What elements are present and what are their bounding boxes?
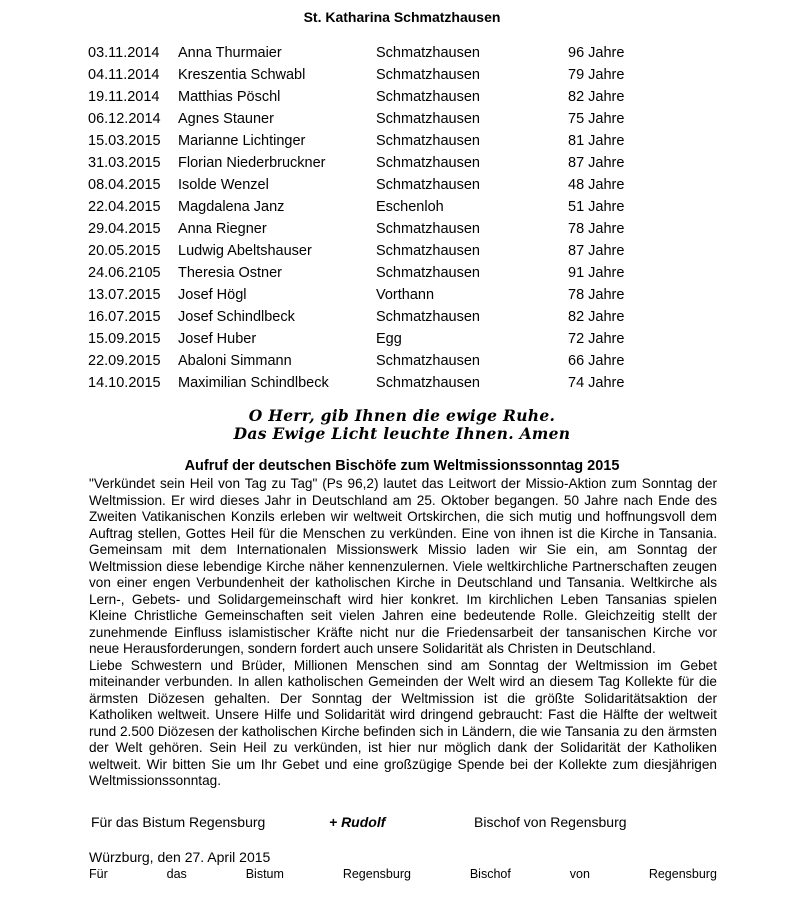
- entry-date: 03.11.2014: [88, 45, 160, 61]
- entry-date: 22.04.2015: [88, 199, 161, 215]
- document-title: St. Katharina Schmatzhausen: [303, 9, 501, 25]
- entry-age: 51 Jahre: [568, 199, 625, 215]
- list-item: [88, 154, 648, 176]
- signature-diocese: Für das Bistum Regensburg: [91, 814, 266, 830]
- footer-line: [89, 867, 717, 881]
- signature-title: Bischof von Regensburg: [474, 814, 627, 830]
- appeal-paragraph-1: "Verkündet sein Heil von Tag zu Tag" (Ps 96,2) lautet das Leitwort der Missio-Aktion zum Sonntag der Weltmission. Er wird dieses Jahr in Deutschland am 25. Oktober begangen. 50 Jahre nach Ende des Zweiten Vatikanischen Konzils erleben wir weltweit Ortskirchen, die sich mutig und hoffnungsvoll dem Auftrag stellen, Gottes Heil für die Menschen zu verkünden. Eine von ihnen ist die Kirche in Tansania. Gemeinsam mit dem Internationalen Missionswerk Missio laden wir Sie ein, am Sonntag der Weltmission diese lebendige Kirche näher kennenzulernen. Viele weltkirchliche Partnerschaften zeugen von einer engen Verbundenheit der katholischen Kirche in Deutschland und Tansania. Weltkirche als Lern-, Gebets- und Solidargemeinschaft wird hier konkret. Im kirchlichen Leben Tansanias spielen Kleine Christliche Gemeinschaften seit vielen Jahren eine bedeutende Rolle. Gleichzeitig stellt der zunehmende Einfluss islamistischer Kräfte nicht nur die Friedensarbeit der tansanischen Kirche vor neue Herausforderungen, sondern fordert auch unsere Solidarität als Christen in Deutschland.: [89, 476, 717, 656]
- entry-name: Ludwig Abeltshauser: [178, 243, 312, 259]
- footer-word: Für: [89, 867, 108, 881]
- entry-name: Isolde Wenzel: [178, 177, 269, 193]
- entry-place: Schmatzhausen: [376, 353, 480, 369]
- entry-age: 75 Jahre: [568, 111, 625, 127]
- entry-date: 15.09.2015: [88, 331, 161, 347]
- entry-date: 06.12.2014: [88, 111, 161, 127]
- entry-age: 81 Jahre: [568, 133, 625, 149]
- entry-date: 22.09.2015: [88, 353, 161, 369]
- list-item: [88, 264, 648, 286]
- entry-name: Matthias Pöschl: [178, 89, 281, 105]
- entry-age: 79 Jahre: [568, 67, 625, 83]
- entry-name: Anna Thurmaier: [178, 45, 282, 61]
- blessing-line-1: O Herr, gib Ihnen die ewige Ruhe.: [248, 406, 556, 425]
- footer-word: Bistum: [245, 867, 284, 881]
- entry-name: Florian Niederbruckner: [178, 155, 326, 171]
- entry-name: Josef Högl: [178, 287, 247, 303]
- entry-name: Josef Huber: [178, 331, 257, 347]
- entry-age: 82 Jahre: [568, 309, 625, 325]
- entry-date: 29.04.2015: [88, 221, 161, 237]
- entry-place: Schmatzhausen: [376, 67, 480, 83]
- blessing-line-2: Das Ewige Licht leuchte Ihnen. Amen: [233, 424, 571, 443]
- list-item: [88, 286, 648, 308]
- list-item: [88, 352, 648, 374]
- list-item: [88, 132, 648, 154]
- entry-place: Schmatzhausen: [376, 111, 480, 127]
- entry-name: Abaloni Simmann: [178, 353, 292, 369]
- entry-place: Schmatzhausen: [376, 177, 480, 193]
- list-item: [88, 374, 648, 396]
- list-item: [88, 110, 648, 132]
- entry-date: 24.06.2105: [88, 265, 161, 281]
- list-item: [88, 66, 648, 88]
- entry-age: 72 Jahre: [568, 331, 625, 347]
- appeal-paragraph-2: Liebe Schwestern und Brüder, Millionen Menschen sind am Sonntag der Weltmission im Gebet miteinander verbunden. In allen katholischen Gemeinden der Welt wird an diesem Tag Kollekte für die ärmsten Diözesen gehalten. Der Sonntag der Weltmission ist die größte Solidaritätsaktion der Katholiken weltweit. Unsere Hilfe und Solidarität wird dringend gebraucht: Fast die Hälfte der weltweit rund 2.500 Diözesen der katholischen Kirche befinden sich in Ländern, die wie Tansania zu den ärmsten der Welt gehören. Sein Heil zu verkünden, ist hier nur möglich dank der Solidarität der Katholiken weltweit. Wir bitten Sie um Ihr Gebet und eine großzügige Spende bei der Kollekte zum diesjährigen Weltmissionssonntag.: [89, 657, 717, 788]
- obituary-list: [88, 44, 648, 396]
- entry-place: Egg: [376, 331, 402, 347]
- place-date: Würzburg, den 27. April 2015: [89, 849, 271, 865]
- entry-age: 87 Jahre: [568, 243, 625, 259]
- footer-word: von: [569, 867, 590, 881]
- entry-date: 19.11.2014: [88, 89, 160, 105]
- entry-name: Maximilian Schindlbeck: [178, 375, 329, 391]
- entry-name: Magdalena Janz: [178, 199, 285, 215]
- entry-name: Marianne Lichtinger: [178, 133, 306, 149]
- entry-place: Schmatzhausen: [376, 155, 480, 171]
- list-item: [88, 176, 648, 198]
- entry-date: 08.04.2015: [88, 177, 161, 193]
- entry-age: 78 Jahre: [568, 287, 625, 303]
- entry-age: 78 Jahre: [568, 221, 625, 237]
- signature-line: [91, 814, 711, 832]
- entry-place: Schmatzhausen: [376, 265, 480, 281]
- footer-word: Bischof: [469, 867, 511, 881]
- entry-age: 82 Jahre: [568, 89, 625, 105]
- list-item: [88, 198, 648, 220]
- appeal-body: [89, 476, 717, 790]
- entry-name: Anna Riegner: [178, 221, 267, 237]
- entry-place: Vorthann: [376, 287, 435, 303]
- entry-date: 20.05.2015: [88, 243, 161, 259]
- entry-place: Schmatzhausen: [376, 133, 480, 149]
- entry-age: 74 Jahre: [568, 375, 625, 391]
- entry-place: Schmatzhausen: [376, 89, 480, 105]
- list-item: [88, 88, 648, 110]
- entry-name: Agnes Stauner: [178, 111, 274, 127]
- entry-date: 31.03.2015: [88, 155, 161, 171]
- list-item: [88, 242, 648, 264]
- list-item: [88, 220, 648, 242]
- entry-date: 04.11.2014: [88, 67, 160, 83]
- entry-date: 14.10.2015: [88, 375, 161, 391]
- entry-name: Kreszentia Schwabl: [178, 67, 306, 83]
- entry-name: Josef Schindlbeck: [178, 309, 295, 325]
- footer-word: das: [166, 867, 187, 881]
- entry-place: Schmatzhausen: [376, 375, 480, 391]
- footer-word: Regensburg: [648, 867, 717, 881]
- appeal-heading: Aufruf der deutschen Bischöfe zum Weltmissionssonntag 2015: [184, 458, 620, 474]
- entry-age: 66 Jahre: [568, 353, 625, 369]
- entry-age: 91 Jahre: [568, 265, 625, 281]
- footer-word: Regensburg: [342, 867, 411, 881]
- entry-age: 96 Jahre: [568, 45, 625, 61]
- signature-name: + Rudolf: [329, 814, 386, 830]
- entry-age: 48 Jahre: [568, 177, 625, 193]
- list-item: [88, 44, 648, 66]
- entry-place: Schmatzhausen: [376, 221, 480, 237]
- blessing-text: [0, 407, 804, 443]
- entry-name: Theresia Ostner: [178, 265, 282, 281]
- entry-place: Schmatzhausen: [376, 243, 480, 259]
- entry-date: 15.03.2015: [88, 133, 161, 149]
- entry-date: 16.07.2015: [88, 309, 161, 325]
- entry-date: 13.07.2015: [88, 287, 161, 303]
- list-item: [88, 330, 648, 352]
- list-item: [88, 308, 648, 330]
- entry-place: Schmatzhausen: [376, 45, 480, 61]
- entry-place: Schmatzhausen: [376, 309, 480, 325]
- entry-place: Eschenloh: [376, 199, 444, 215]
- entry-age: 87 Jahre: [568, 155, 625, 171]
